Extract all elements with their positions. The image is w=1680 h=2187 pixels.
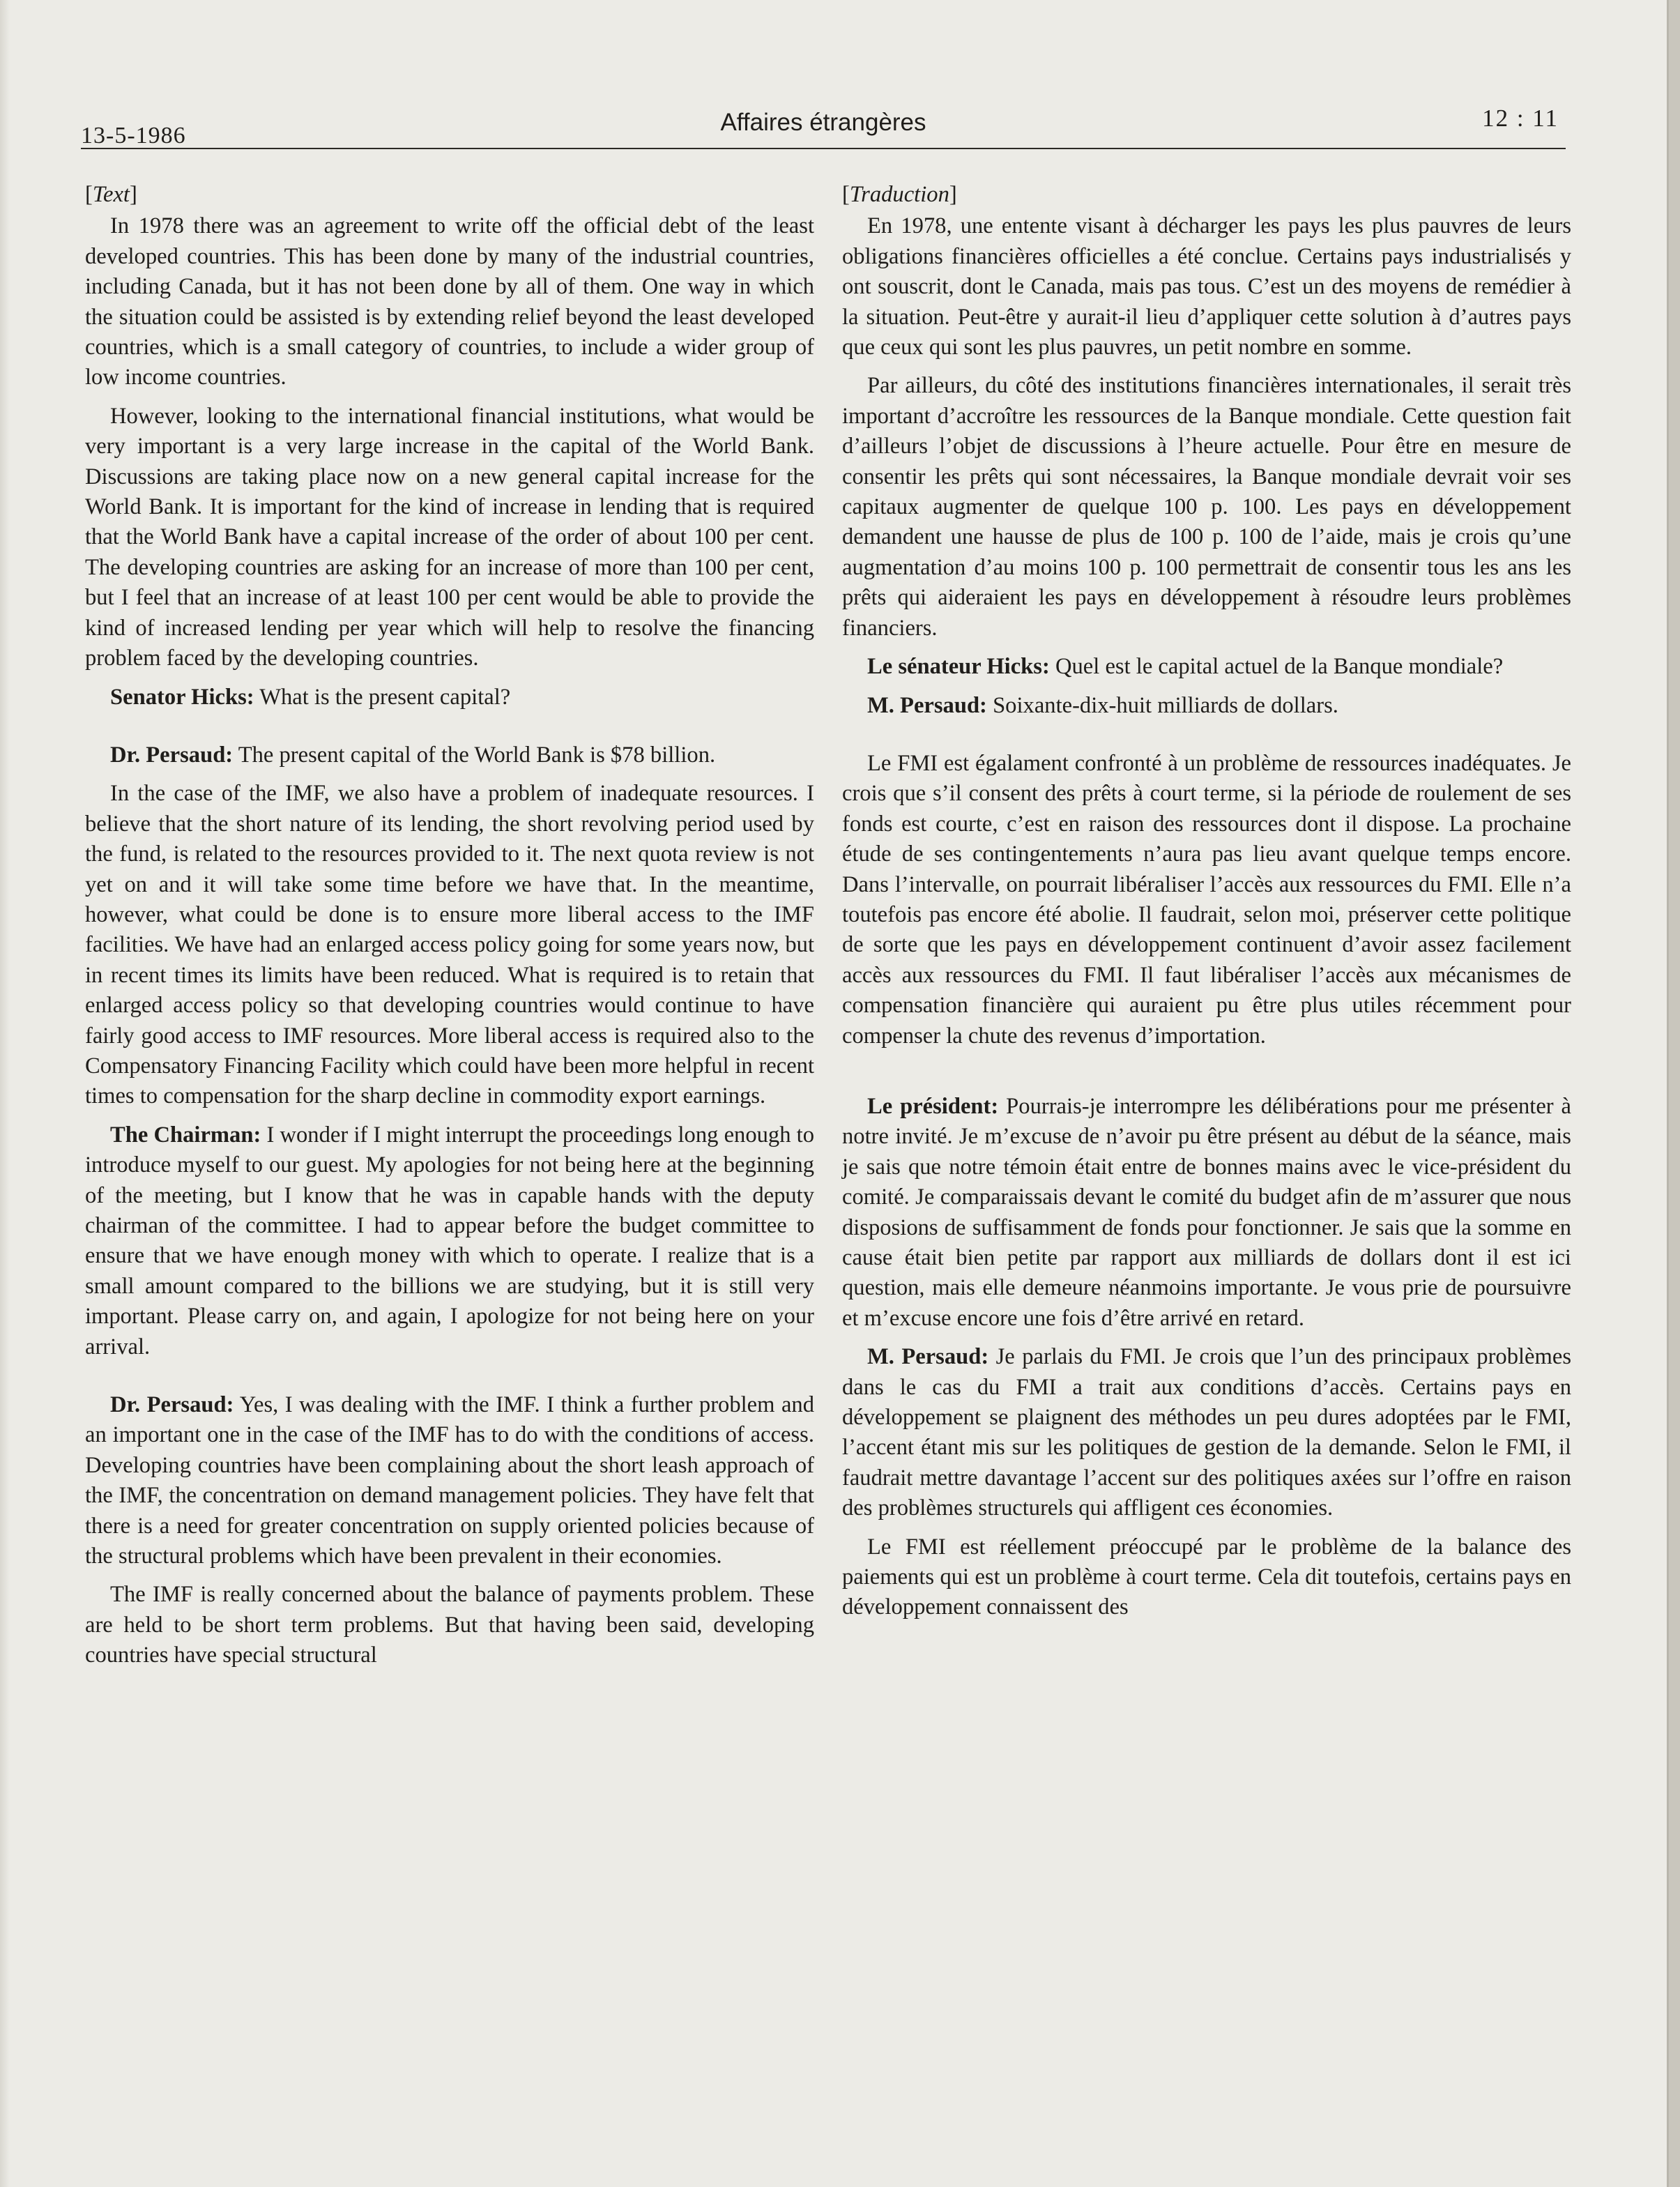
- paragraph: Le FMI est égalament confronté à un problème de ressources inadéquates. Je crois que s’il consent des prêts à court terme, si la période de roulement de ses fonds est courte, c’est en raison des ressources dont il dispose. La prochaine étude de ses contingentements n’aura pas lieu avant quelque temps encore. Dans l’intervalle, on pourrait libéraliser l’accès aux ressources du FMI. Elle n’a toutefois pas encore été abolie. Il faudrait, selon moi, préserver cette politique de sorte que les pays en développement continuent d’avoir assez facilement accès aux ressources du FMI. Il faut libéraliser l’accès aux mécanismes de compensation financière qui auraient pu être plus utiles récemment pour compenser la chute des revenus d’importation.: [842, 750, 1571, 1049]
- header-rule: [81, 148, 1566, 149]
- speaker-name: Le président:: [867, 1093, 999, 1119]
- page-fold-shadow: [0, 0, 10, 2187]
- paragraph: Senator Hicks: What is the present capital?: [110, 684, 511, 710]
- speaker-name: The Chairman:: [110, 1122, 261, 1148]
- paragraph: En 1978, une entente visant à décharger les pays les plus pauvres de leurs obligations financières officielles a été conclue. Certains pays industrialisés y ont souscrit, dont le Canada, mais pas tous. C’est un des moyens de remédier à la situation. Peut-être y aurait-il lieu d’appliquer cette solution à d’autres pays que ceux qui sont les plus pauvres, un petit nombre en somme.: [842, 213, 1571, 360]
- speaker-name: Dr. Persaud:: [110, 1392, 234, 1418]
- english-column: [85, 180, 814, 1679]
- running-header: [81, 105, 1566, 149]
- paragraph: Le sénateur Hicks: Quel est le capital actuel de la Banque mondiale?: [867, 654, 1504, 680]
- paragraph: In 1978 there was an agreement to write off the official debt of the least developed countries. This has been done by many of the industrial countries, including Canada, but it has not been done by all of them. One way in which the situation could be assisted is by extending relief beyond the least developed countries, which is a small category of countries, to include a wider group of low income countries.: [85, 213, 814, 390]
- paragraph: Le FMI est réellement préoccupé par le problème de la balance des paiements qui est un problème à court terme. Cela dit toutefois, certains pays en développement connaissent des: [842, 1534, 1571, 1620]
- section-label-traduction: [Traduction]: [842, 182, 957, 207]
- paragraph: The Chairman: I wonder if I might interrupt the proceedings long enough to introduce myself to our guest. My apologies for not being here at the beginning of the meeting, but I know that he was in capable hands with the deputy chairman of the committee. I had to appear before the budget committee to ensure that we have enough money with which to operate. I realize that is a small amount compared to the billions we are studying, but it is still very important. Please carry on, and again, I apologize for not being here on your arrival.: [85, 1122, 814, 1359]
- paragraph: In the case of the IMF, we also have a problem of inadequate resources. I believe that the short nature of its lending, the short revolving period used by the fund, is related to the resources provided to it. The next quota review is not yet on and it will take some time before we have that. In the meantime, however, what could be done is to ensure more liberal access to the IMF facilities. We have had an enlarged access policy going for some years now, but in recent times its limits have been reduced. What is required is to retain that enlarged access policy so that developing countries would continue to have fairly good access to IMF resources. More liberal access is required also to the Compensatory Financing Facility which could have been more helpful in recent times to compensation for the sharp decline in commodity export earnings.: [85, 781, 814, 1109]
- paragraph: Le président: Pourrais-je interrompre les délibérations pour me présenter à notre invité. Je m’excuse de n’avoir pu être présent au début de la séance, mais je sais que notre témoin était entre de bonnes mains avec le vice-président du comité. Je comparaissais devant le comité du budget afin de m’assurer que nous disposions de suffisamment de fonds pour fonctionner. Je sais que la somme en cause était bien petite par rapport aux milliards de dollars dont il est ici question, mais elle demeure néanmoins importante. Je vous prie de poursuivre et m’excuse encore une fois d’être arrivé en retard.: [842, 1093, 1571, 1331]
- paragraph: Dr. Persaud: Yes, I was dealing with the IMF. I think a further problem and an important one in the case of the IMF has to do with the conditions of access. Developing countries have been complaining about the short leash approach of the IMF, the concentration on demand management policies. They have felt that there is a need for greater concentration on supply oriented policies because of the structural problems which have been prevalent in their economies.: [85, 1392, 814, 1569]
- speaker-name: M. Persaud:: [867, 692, 987, 718]
- section-label-text: [Text]: [85, 182, 137, 207]
- speaker-name: Senator Hicks:: [110, 684, 254, 710]
- speaker-name: M. Persaud:: [867, 1344, 989, 1370]
- paragraph: Par ailleurs, du côté des institutions financières internationales, il serait très important d’accroître les ressources de la Banque mondiale. Cette question fait d’ailleurs l’objet de discussions à l’heure actuelle. Pour être en mesure de consentir les prêts qui sont nécessaires, la Banque mondiale devrait voir ses capitaux augmenter de quelque 100 p. 100. Les pays en développement demandent une hausse de plus de 100 p. 100 de l’aide, mais je crois qu’une augmentation d’au moins 100 p. 100 permettrait de consentir tous les ans les prêts qui aideraient les pays en développement à résoudre leurs problèmes financiers.: [842, 373, 1571, 641]
- paragraph: The IMF is really concerned about the balance of payments problem. These are held to be short term problems. But that having been said, developing countries have special structural: [85, 1582, 814, 1668]
- header-page-number: 12 : 11: [1482, 105, 1559, 132]
- paragraph: M. Persaud: Je parlais du FMI. Je crois que l’un des principaux problèmes dans le cas du FMI a trait aux conditions d’accès. Certains pays en développement se plaignent des méthodes un peu dures adoptées par le FMI, l’accent étant mis sur les politiques de gestion de la demande. Selon le FMI, il faudrait mettre davantage l’accent sur des politiques axées sur l’offre en raison des problèmes structurels qui affligent ces économies.: [842, 1344, 1571, 1521]
- speaker-name: Le sénateur Hicks:: [867, 654, 1050, 680]
- speaker-name: Dr. Persaud:: [110, 742, 234, 768]
- paragraph: M. Persaud: Soixante-dix-huit milliards de dollars.: [867, 692, 1338, 718]
- paragraph: However, looking to the international financial institutions, what would be very important is a very large increase in the capital of the World Bank. Discussions are taking place now on a new general capital increase for the World Bank. It is important for the kind of increase in lending that is required that the World Bank have a capital increase of the order of about 100 per cent. The developing countries are asking for an increase of more than 100 per cent, but I feel that an increase of at least 100 per cent would be able to provide the kind of increased lending per year which will help to resolve the financing problem faced by the developing countries.: [85, 403, 815, 671]
- french-column: [842, 180, 1571, 1631]
- header-date: 13-5-1986: [81, 123, 186, 148]
- paragraph: Dr. Persaud: The present capital of the World Bank is $78 billion.: [110, 742, 716, 768]
- header-title: Affaires étrangères: [720, 109, 926, 136]
